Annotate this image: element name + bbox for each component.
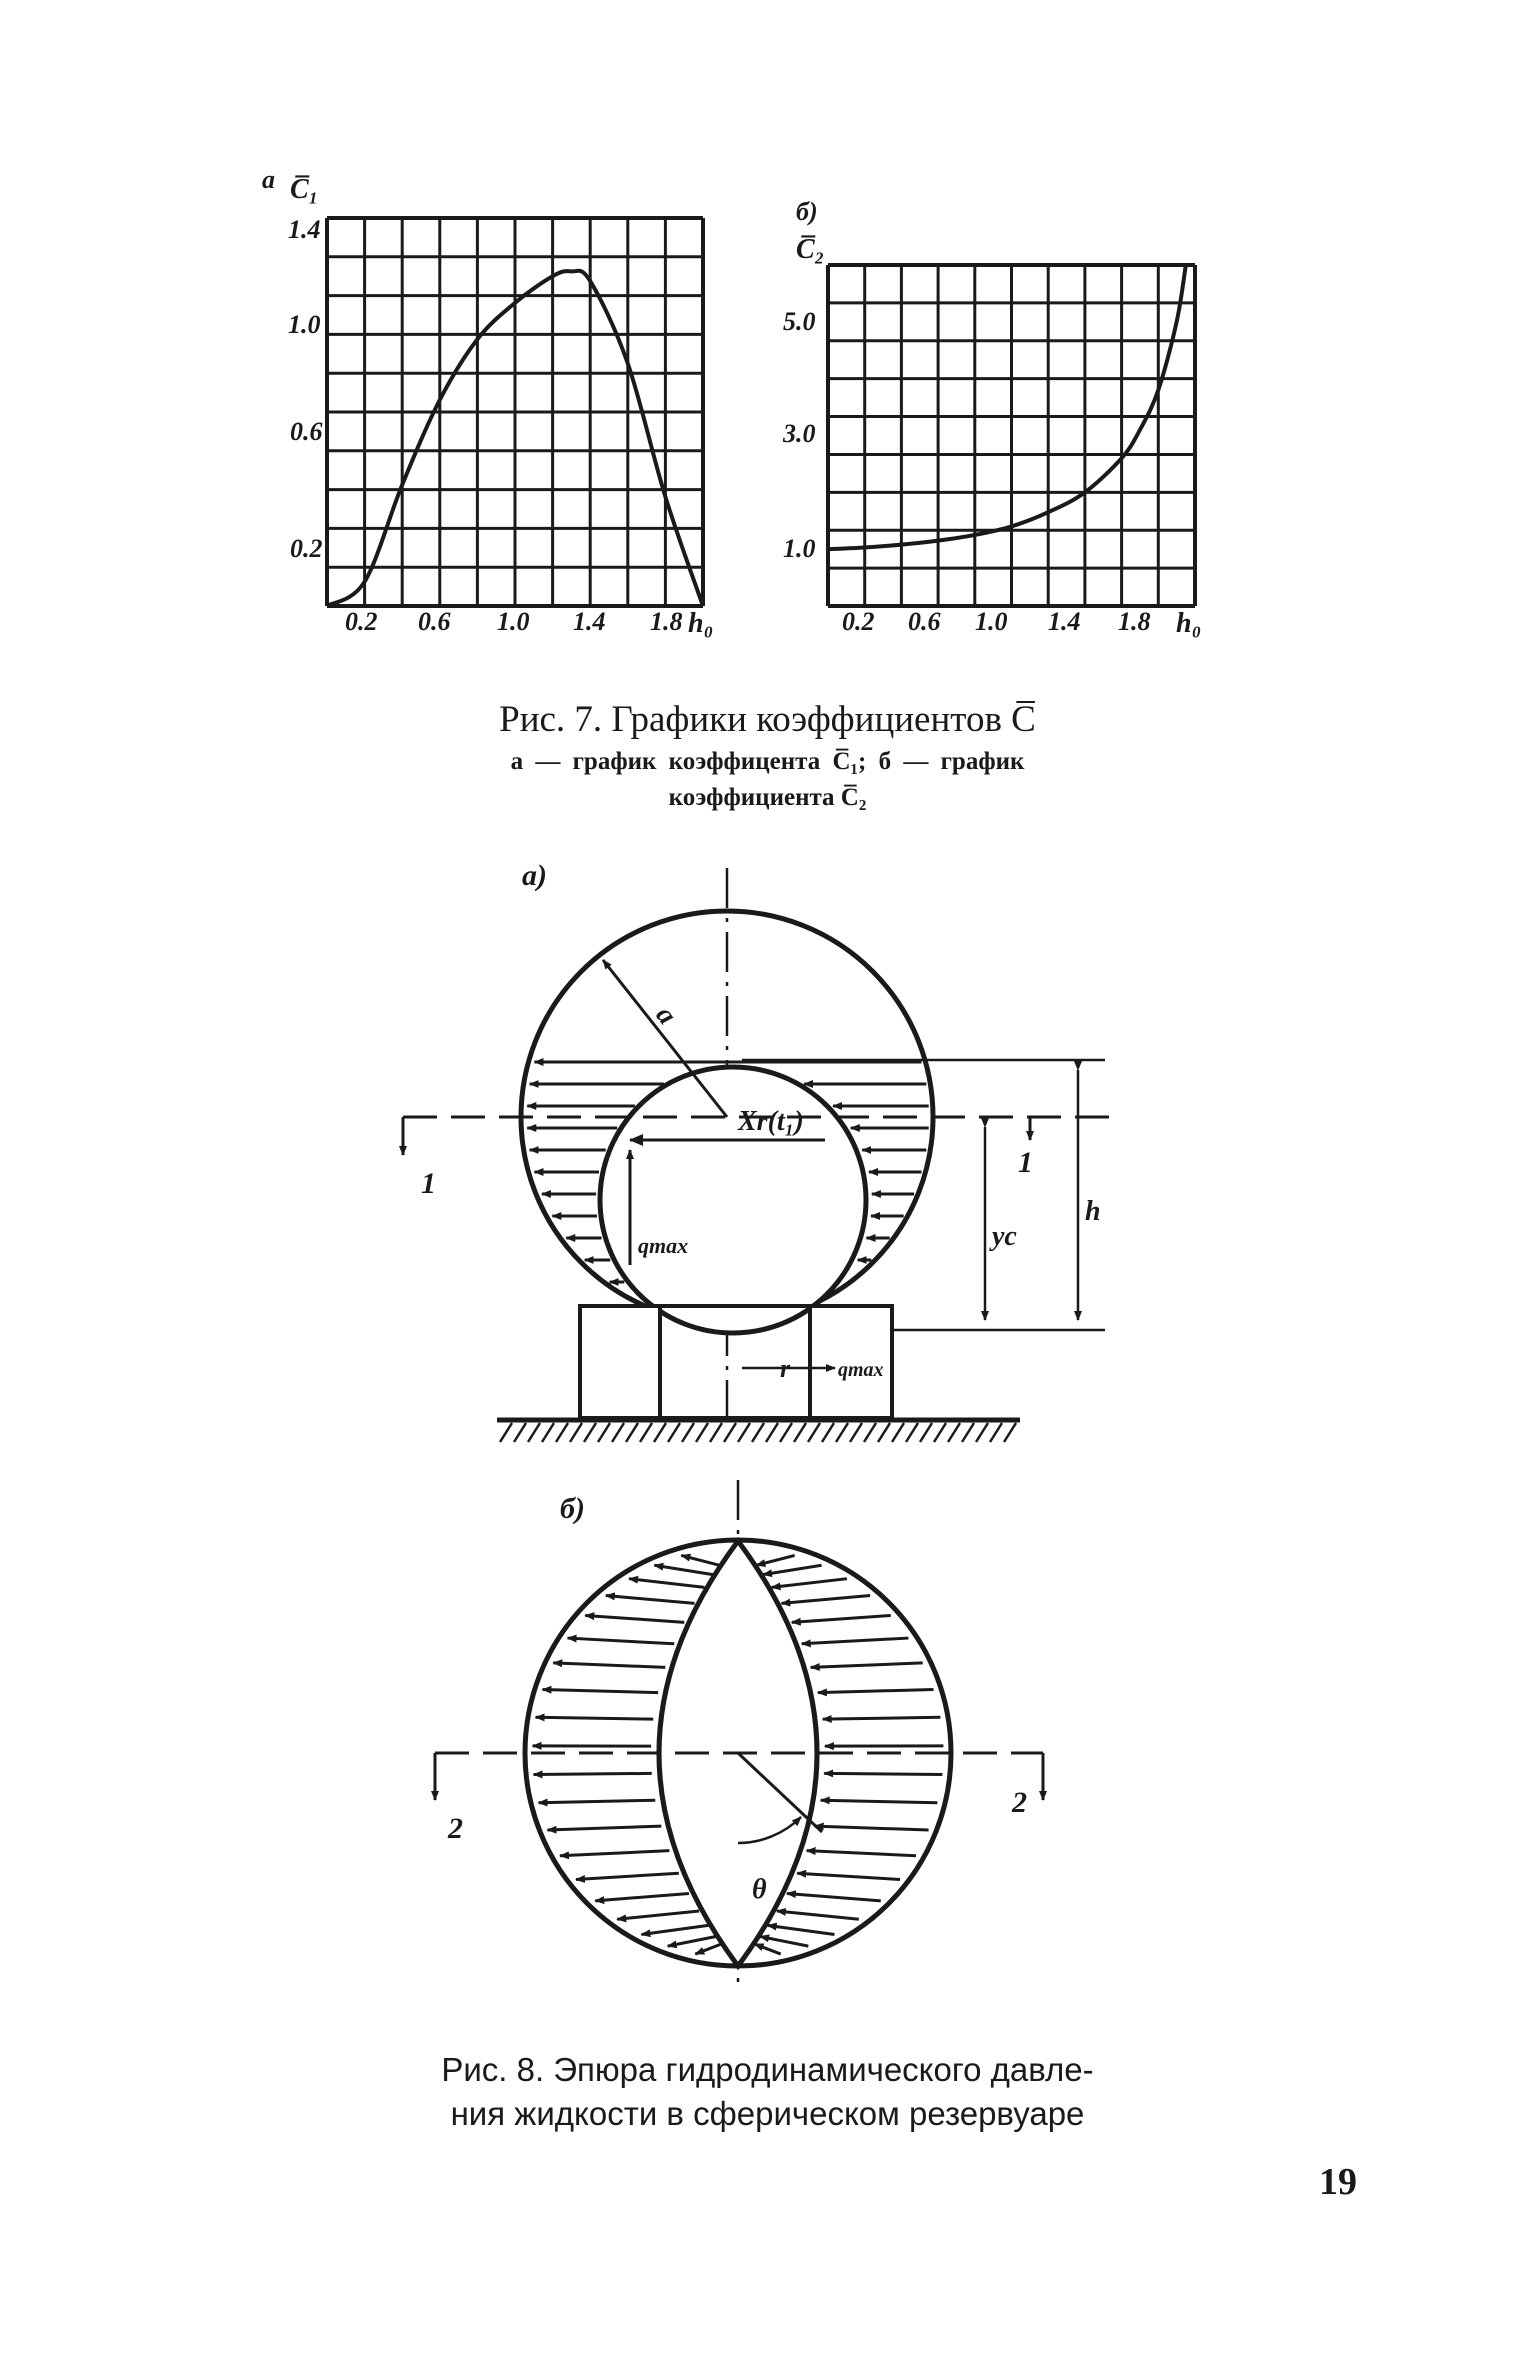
section-2-right-label: 2 <box>1012 1786 1027 1819</box>
hatch-line <box>598 1423 610 1442</box>
pressure-arrow <box>760 1936 808 1946</box>
hatch-line <box>920 1423 932 1442</box>
hatch-line <box>612 1423 624 1442</box>
pressure-arrow <box>811 1663 923 1668</box>
pressure-arrow <box>787 1893 881 1900</box>
hatch-line <box>696 1423 708 1442</box>
chart-a-x-tick: 1.0 <box>497 607 530 636</box>
hatch-line <box>850 1423 862 1442</box>
section-1-right-label: 1 <box>1018 1146 1033 1179</box>
pressure-arrow <box>821 1800 938 1802</box>
chart-b-y-tick: 3.0 <box>783 419 816 448</box>
page-number: 19 <box>1319 2161 1357 2203</box>
chart-a-x-tick: 1.4 <box>573 607 606 636</box>
figure-7-caption: Рис. 7. Графики коэффициентов C̅ <box>499 699 1036 740</box>
pressure-arrow <box>755 1944 781 1954</box>
pressure-arrow <box>576 1873 679 1879</box>
chart-b-panel-label: б) <box>796 197 818 226</box>
pressure-arrow <box>695 1944 721 1954</box>
pressure-arrow <box>781 1596 870 1604</box>
chart-b-y-tick: 1.0 <box>783 534 816 563</box>
pressure-arrow <box>642 1925 709 1934</box>
pressure-arrow <box>797 1873 900 1879</box>
figure-8b <box>435 1480 1043 1990</box>
h-label: h <box>1085 1196 1101 1227</box>
pressure-arrow <box>824 1773 942 1774</box>
figure-7-subcaption-line-1: а — график коэффицента C̅₁; б — график <box>510 748 1025 775</box>
pressure-arrow <box>543 1689 659 1692</box>
figure-7-subcaption-line-2: коэффициента C̅₂ <box>668 784 867 811</box>
chart-b-grid <box>828 265 1195 606</box>
chart-a-panel-label: а <box>262 165 275 194</box>
hatch-line <box>556 1423 568 1442</box>
ground-hatching <box>500 1423 1016 1442</box>
chart-b-x-tick: 1.4 <box>1048 607 1081 636</box>
chart-a-y-tick: 0.2 <box>290 534 323 563</box>
pressure-arrow <box>553 1663 665 1668</box>
hatch-line <box>780 1423 792 1442</box>
hatch-line <box>878 1423 890 1442</box>
hatch-line <box>976 1423 988 1442</box>
support-block-left <box>580 1306 660 1418</box>
pressure-arrow <box>536 1717 654 1719</box>
hatch-line <box>990 1423 1002 1442</box>
pressure-arrow <box>681 1555 719 1565</box>
radius-label: a <box>649 1000 683 1031</box>
pressure-arrow <box>802 1638 909 1644</box>
pressure-arrow <box>763 1565 822 1574</box>
pressure-arrow <box>539 1800 656 1802</box>
section-1-left-label: 1 <box>421 1167 436 1200</box>
hatch-line <box>892 1423 904 1442</box>
chart-b-x-tick: 1.0 <box>975 607 1008 636</box>
pressure-arrow <box>568 1638 675 1644</box>
hatch-line <box>710 1423 722 1442</box>
chart-b <box>782 197 1201 639</box>
chart-a-y-tick: 1.0 <box>288 310 321 339</box>
chart-a-grid <box>327 218 703 606</box>
pressure-arrow <box>818 1689 934 1692</box>
hatch-line <box>500 1423 512 1442</box>
hatch-line <box>766 1423 778 1442</box>
pressure-arrow <box>560 1851 669 1856</box>
hatch-line <box>962 1423 974 1442</box>
qmax-base-label: qmax <box>838 1359 884 1381</box>
figure-8-caption-line-1: Рис. 8. Эпюра гидродинамического давле- <box>441 2051 1094 2088</box>
hatch-line <box>836 1423 848 1442</box>
hatch-line <box>724 1423 736 1442</box>
pressure-arrow <box>606 1596 695 1604</box>
pressure-arrow <box>547 1826 661 1830</box>
theta-label: θ <box>752 1874 767 1905</box>
hatch-line <box>682 1423 694 1442</box>
pressure-arrow <box>585 1615 684 1622</box>
chart-b-x-tick: 0.6 <box>908 607 941 636</box>
pressure-arrow <box>792 1615 891 1622</box>
figure-8a <box>403 859 1122 1442</box>
pressure-arrow <box>823 1717 941 1719</box>
hatch-line <box>542 1423 554 1442</box>
chart-a-x-label: h₀ <box>688 608 714 639</box>
pressure-arrow <box>629 1579 704 1588</box>
figure-7-charts <box>0 0 1535 700</box>
chart-b-x-tick: 1.8 <box>1118 607 1151 636</box>
hatch-line <box>934 1423 946 1442</box>
pressure-arrow <box>654 1565 713 1574</box>
figure-8-diagrams <box>0 840 1535 2060</box>
hatch-line <box>948 1423 960 1442</box>
section-2-left-label: 2 <box>448 1812 463 1845</box>
qmax-label: qmax <box>638 1233 689 1258</box>
figure-8a-panel-label: а) <box>522 859 547 892</box>
xr-label: Xr(t₁) <box>738 1106 804 1137</box>
chart-a-y-label: C̅₁ <box>290 174 319 205</box>
pressure-arrow <box>668 1936 716 1946</box>
chart-b-y-label: C̅₂ <box>796 234 825 265</box>
chart-a-x-ticks <box>345 607 683 636</box>
hatch-line <box>752 1423 764 1442</box>
yc-label: yc <box>992 1221 1017 1252</box>
chart-b-y-tick: 5.0 <box>783 307 816 336</box>
chart-a-x-tick: 0.2 <box>345 607 378 636</box>
hatch-line <box>864 1423 876 1442</box>
hatch-line <box>822 1423 834 1442</box>
hatch-line <box>528 1423 540 1442</box>
pressure-arrow <box>807 1851 916 1856</box>
chart-b-series-line <box>828 265 1186 549</box>
hatch-line <box>626 1423 638 1442</box>
figure-8b-panel-label: б) <box>560 1492 585 1525</box>
hatch-line <box>794 1423 806 1442</box>
hatch-line <box>668 1423 680 1442</box>
r-label: r <box>780 1354 791 1383</box>
hatch-line <box>654 1423 666 1442</box>
chart-a-x-tick: 1.8 <box>650 607 683 636</box>
pressure-arrow <box>768 1925 835 1934</box>
chart-a-y-tick: 0.6 <box>290 417 323 446</box>
hatch-line <box>584 1423 596 1442</box>
hatch-line <box>640 1423 652 1442</box>
chart-a-x-tick: 0.6 <box>418 607 451 636</box>
pressure-arrow <box>534 1773 652 1774</box>
pressure-arrow <box>595 1893 689 1900</box>
pressure-arrow <box>815 1826 929 1830</box>
chart-b-x-label: h₀ <box>1176 608 1202 639</box>
chart-b-x-ticks <box>842 607 1151 636</box>
chart-a <box>262 165 713 639</box>
hatch-line <box>906 1423 918 1442</box>
pressure-arrow <box>772 1579 847 1588</box>
pressure-arrow <box>777 1911 859 1919</box>
hatch-line <box>808 1423 820 1442</box>
figure-8-caption <box>0 2048 1535 2136</box>
hatch-line <box>570 1423 582 1442</box>
chart-b-y-ticks <box>782 307 816 563</box>
pressure-arrow <box>617 1911 699 1919</box>
hatch-line <box>514 1423 526 1442</box>
pressure-arrow <box>756 1555 794 1565</box>
hatch-line <box>738 1423 750 1442</box>
chart-a-y-tick: 1.4 <box>288 215 321 244</box>
figure-8-caption-line-2: ния жидкости в сферическом резервуаре <box>450 2095 1085 2132</box>
chart-b-x-tick: 0.2 <box>842 607 875 636</box>
chart-a-y-ticks <box>288 215 323 563</box>
inner-sphere <box>600 1067 866 1333</box>
hatch-line <box>1004 1423 1016 1442</box>
